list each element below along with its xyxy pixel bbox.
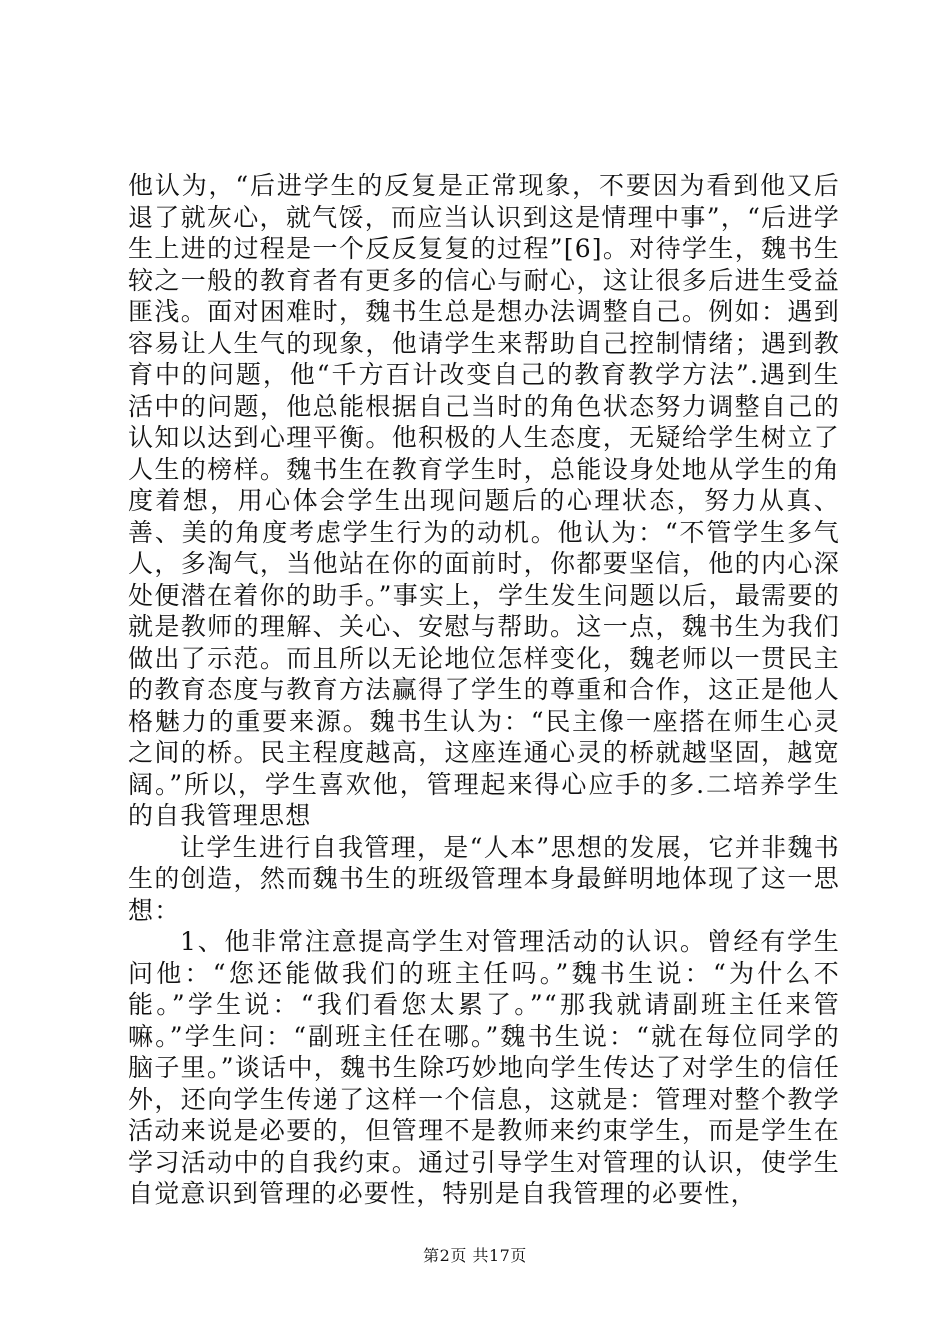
paragraph-3: 1、他非常注意提高学生对管理活动的认识。曾经有学生问他：“您还能做我们的班主任吗。”魏书生说：“为什么不能。”学生说：“我们看您太累了。”“那我就请副班主任来管嘛。”学生问：“副班主任在哪。”魏书生说：“就在每位同学的脑子里。”谈话中，魏书生除巧妙地向学生传达了对学生的信任外，还向学生传递了这样一个信息，这就是：管理对整个教学活动来说是必要的，但管理不是教师来约束学生，而是学生在学习活动中的自我约束。通过引导学生对管理的认识，使学生自觉意识到管理的必要性，特别是自我管理的必要性，	[128, 927, 840, 1208]
paragraph-2: 让学生进行自我管理，是“人本”思想的发展，它并非魏书生的创造，然而魏书生的班级管理本身最鲜明地体现了这一思想：	[128, 832, 840, 925]
document-body	[128, 170, 840, 1210]
page-footer: 第2页 共17页	[423, 1246, 527, 1265]
paragraph-1: 他认为，“后进学生的反复是正常现象，不要因为看到他又后退了就灰心，就气馁，而应当认识到这是情理中事”，“后进学生上进的过程是一个反反复复的过程”[6]。对待学生，魏书生较之一般的教育者有更多的信心与耐心，这让很多后进生受益匪浅。面对困难时，魏书生总是想办法调整自己。例如：遇到容易让人生气的现象，他请学生来帮助自己控制情绪；遇到教育中的问题，他“千方百计改变自己的教育教学方法”.遇到生活中的问题，他总能根据自己当时的角色状态努力调整自己的认知以达到心理平衡。他积极的人生态度，无疑给学生树立了人生的榜样。魏书生在教育学生时，总能设身处地从学生的角度着想，用心体会学生出现问题后的心理状态，努力从真、善、美的角度考虑学生行为的动机。他认为：“不管学生多气人，多淘气，当他站在你的面前时，你都要坚信，他的内心深处便潜在着你的助手。”事实上，学生发生问题以后，最需要的就是教师的理解、关心、安慰与帮助。这一点，魏书生为我们做出了示范。而且所以无论地位怎样变化，魏老师以一贯民主的教育态度与教育方法赢得了学生的尊重和合作，这正是他人格魅力的重要来源。魏书生认为：“民主像一座搭在师生心灵之间的桥。民主程度越高，这座连通心灵的桥就越坚固，越宽阔。”所以，学生喜欢他，管理起来得心应手的多.二培养学生的自我管理思想	[128, 171, 840, 830]
